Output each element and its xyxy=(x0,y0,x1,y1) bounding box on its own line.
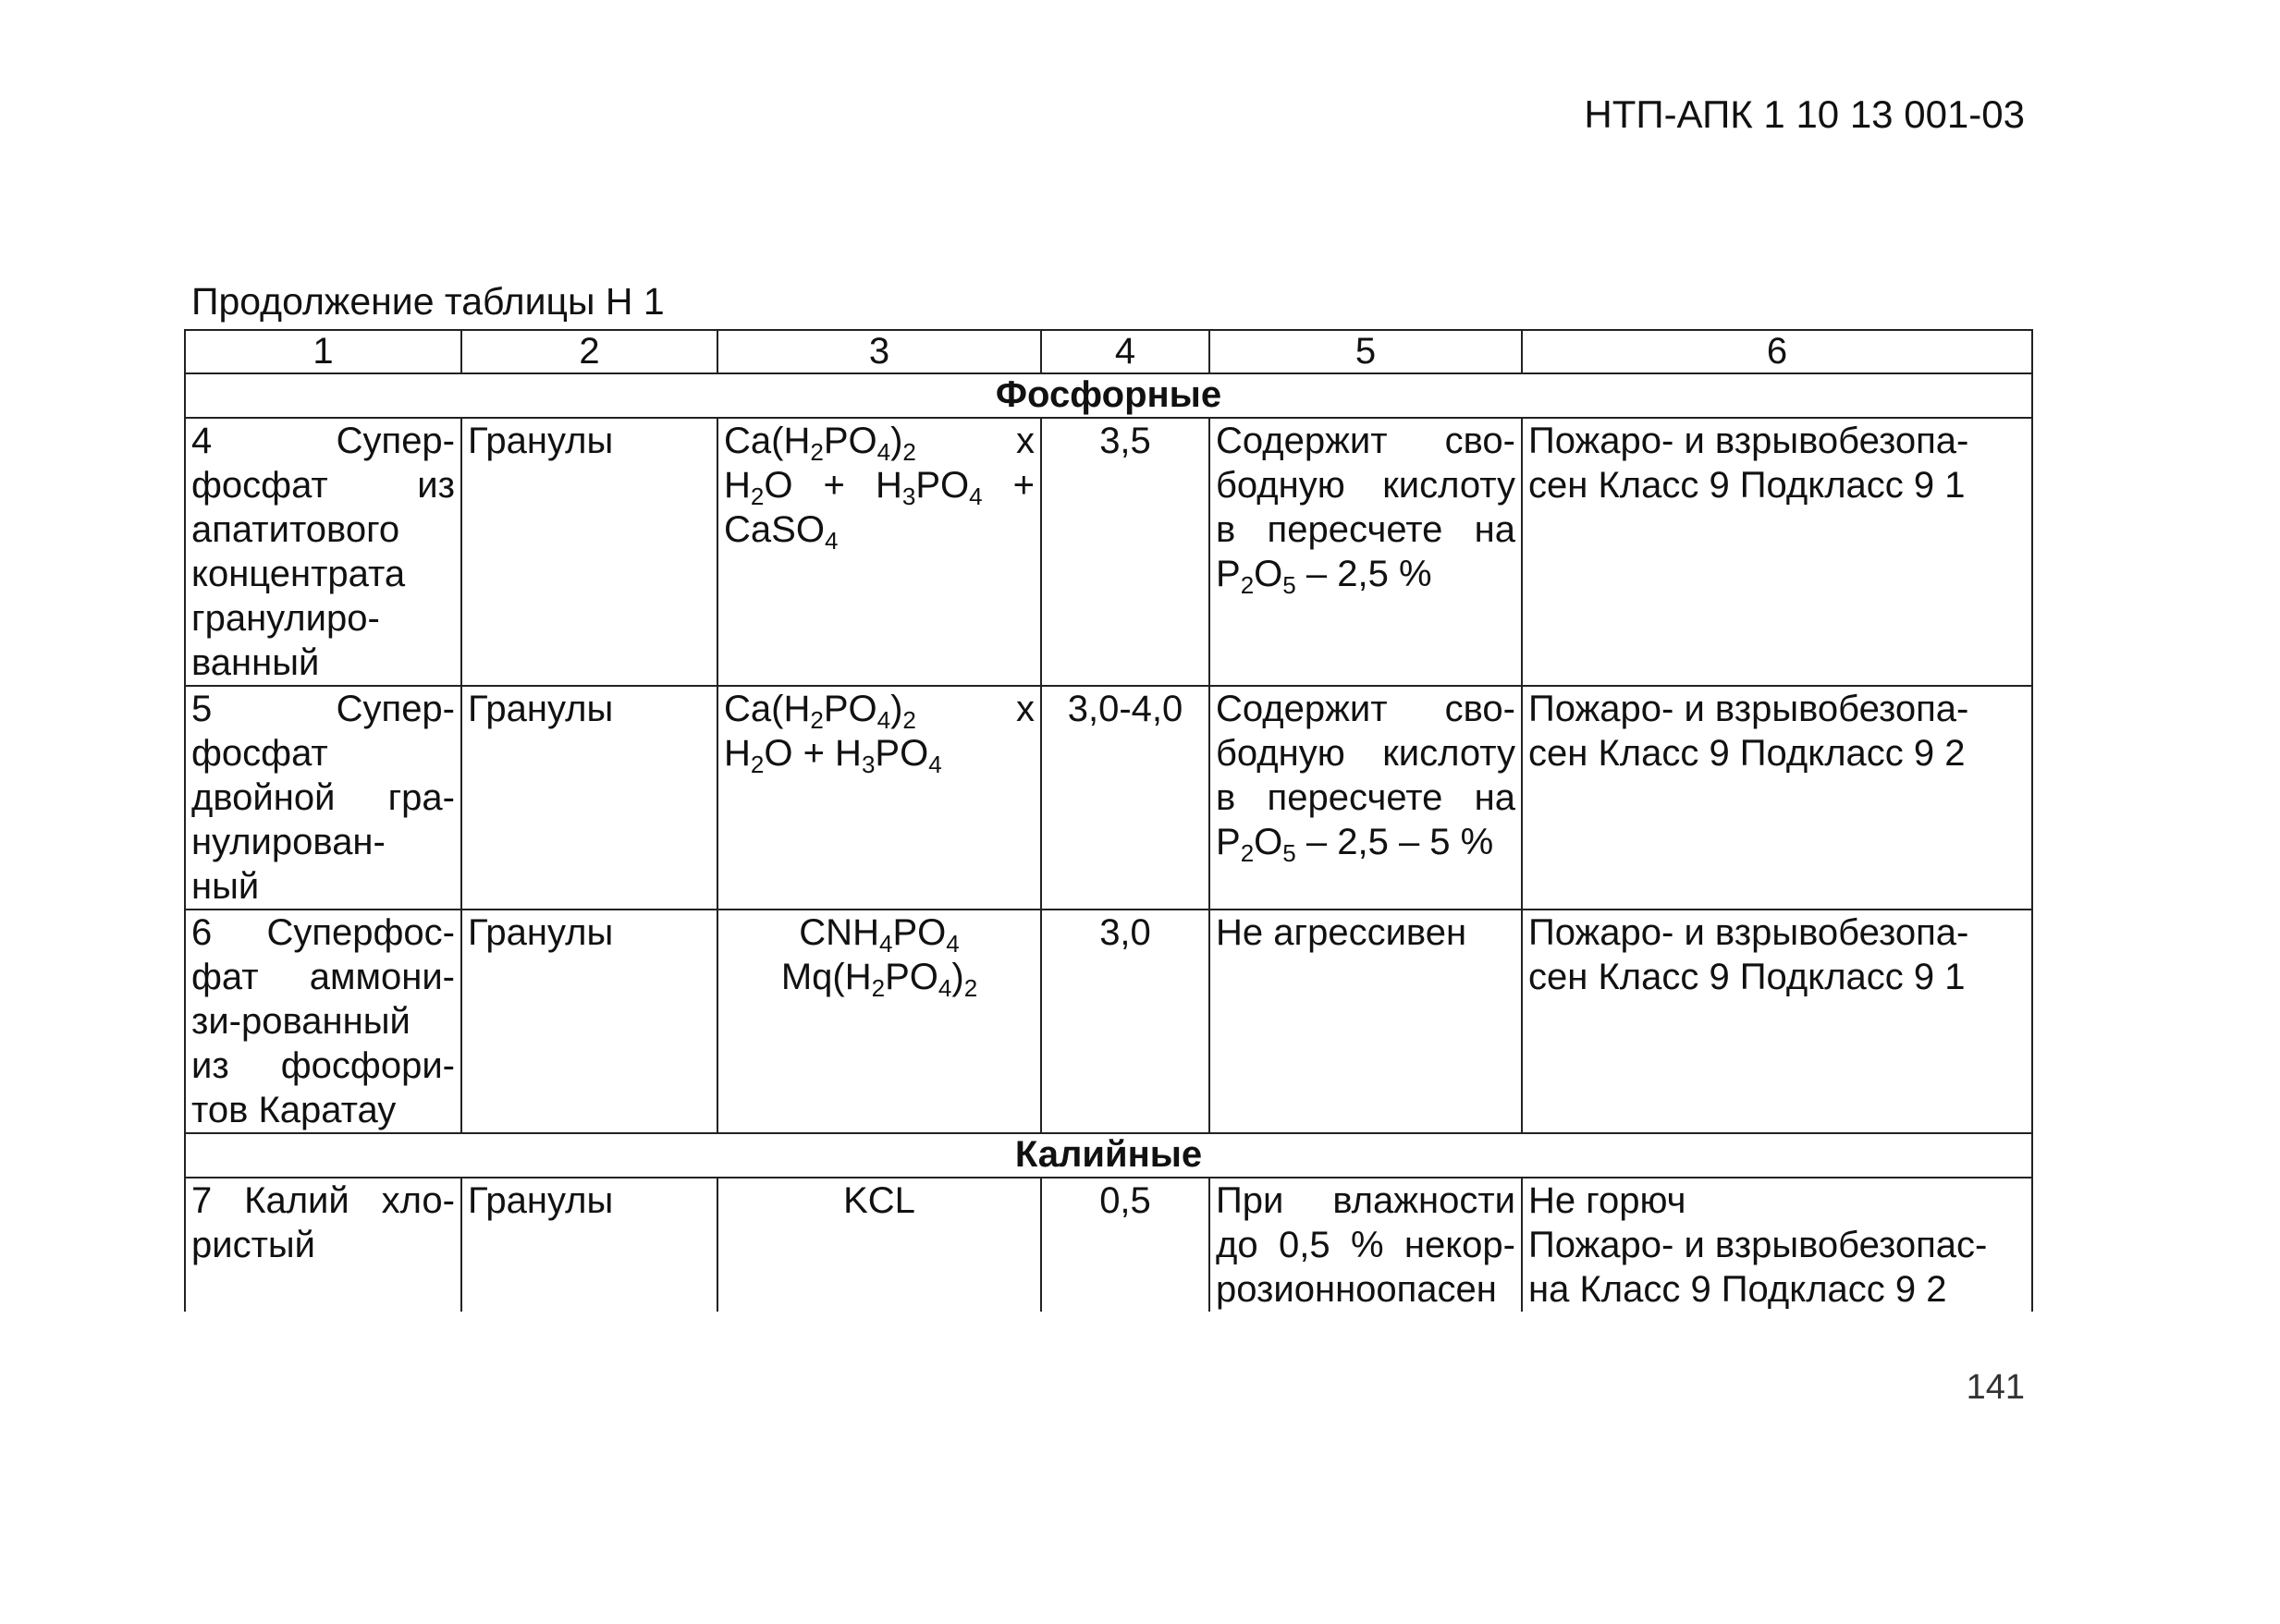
cell-formula xyxy=(717,910,1041,1133)
cell-line: 6 Суперфос- xyxy=(191,912,455,953)
cell-line: на Класс 9 Подкласс 9 2 xyxy=(1528,1269,1947,1310)
cell-line: Пожаро- и взрывобезопа- xyxy=(1528,421,1969,461)
cell-note xyxy=(1209,910,1522,1133)
cell-line: из фосфори- xyxy=(191,1045,455,1086)
cell-line: Пожаро- и взрывобезопа- xyxy=(1528,912,1969,953)
cell-value: 0,5 xyxy=(1041,1178,1209,1312)
cell-line: гранулиро- xyxy=(191,598,380,639)
cell-safety-class xyxy=(1522,1178,2032,1312)
cell-line: $Ca(H_2PO_4)_2$ x xyxy=(724,689,1035,734)
cell-line: нулирован- xyxy=(191,822,386,862)
cell-safety-class xyxy=(1522,686,2032,910)
cell-line: 4 Супер- xyxy=(191,421,455,461)
cell-line: При влажности xyxy=(1216,1180,1515,1221)
cell-note xyxy=(1209,686,1522,910)
cell-line: $CNH_4PO_4$ xyxy=(799,912,960,958)
cell-line: в пересчете на xyxy=(1216,777,1515,818)
cell-line: $P_2O_5 - 2,5 - 5$ % xyxy=(1216,822,1494,867)
cell-line: фосфат из xyxy=(191,465,455,506)
cell-line: сен Класс 9 Подкласс 9 1 xyxy=(1528,957,1966,997)
document-code: НТП-АПК 1 10 13 001-03 xyxy=(1584,92,2025,136)
cell-product-name xyxy=(185,686,461,910)
cell-line: фат аммони- xyxy=(191,957,455,997)
cell-product-name xyxy=(185,1178,461,1312)
column-number: 5 xyxy=(1209,330,1522,373)
cell-form: Гранулы xyxy=(461,910,717,1133)
cell-line: $H_2O + H_3PO_4$ + xyxy=(724,465,1035,510)
cell-line: KCL xyxy=(843,1180,915,1221)
cell-line: $H_2O + H_3PO_4$ xyxy=(724,733,942,778)
column-number: 1 xyxy=(185,330,461,373)
section-title: Фосфорные xyxy=(185,373,2032,418)
cell-line: Содержит сво- xyxy=(1216,689,1515,729)
column-number-row xyxy=(185,330,2032,373)
cell-safety-class xyxy=(1522,910,2032,1133)
cell-line: бодную кислоту xyxy=(1216,733,1515,774)
cell-line: 7 Калий хло- xyxy=(191,1180,455,1221)
cell-safety-class xyxy=(1522,418,2032,686)
table-caption: Продолжение таблицы Н 1 xyxy=(191,280,665,323)
section-header-row xyxy=(185,373,2032,418)
cell-line: концентрата xyxy=(191,554,406,594)
section-header-row xyxy=(185,1133,2032,1178)
cell-value: 3,5 xyxy=(1041,418,1209,686)
cell-value: 3,0 xyxy=(1041,910,1209,1133)
column-number: 3 xyxy=(717,330,1041,373)
cell-line: двойной гра- xyxy=(191,777,455,818)
cell-note xyxy=(1209,1178,1522,1312)
cell-form: Гранулы xyxy=(461,1178,717,1312)
fertilizer-table xyxy=(184,329,2033,1312)
cell-line: ный xyxy=(191,866,260,907)
cell-line: ристый xyxy=(191,1225,316,1265)
column-number: 2 xyxy=(461,330,717,373)
cell-value: 3,0-4,0 xyxy=(1041,686,1209,910)
cell-line: в пересчете на xyxy=(1216,509,1515,550)
cell-line: сен Класс 9 Подкласс 9 2 xyxy=(1528,733,1966,774)
cell-line: Пожаро- и взрывобезопас- xyxy=(1528,1225,1988,1265)
cell-line: $Ca(H_2PO_4)_2$ x xyxy=(724,421,1035,466)
table-row xyxy=(185,910,2032,1133)
cell-line: Пожаро- и взрывобезопа- xyxy=(1528,689,1969,729)
cell-formula xyxy=(717,418,1041,686)
section-title: Калийные xyxy=(185,1133,2032,1178)
cell-line: сен Класс 9 Подкласс 9 1 xyxy=(1528,465,1966,506)
cell-line: тов Каратау xyxy=(191,1090,397,1130)
cell-note xyxy=(1209,418,1522,686)
table-row xyxy=(185,686,2032,910)
cell-line: $P_2O_5 - 2,5$ % xyxy=(1216,554,1432,599)
table-row xyxy=(185,418,2032,686)
cell-line: CaSO$_4$ xyxy=(724,509,839,555)
cell-line: фосфат xyxy=(191,733,328,774)
cell-formula xyxy=(717,1178,1041,1312)
page-number: 141 xyxy=(1966,1368,2025,1407)
cell-line: до 0,5 % некор- xyxy=(1216,1225,1515,1265)
cell-product-name xyxy=(185,418,461,686)
cell-line: бодную кислоту xyxy=(1216,465,1515,506)
column-number: 6 xyxy=(1522,330,2032,373)
cell-line: Не агрессивен xyxy=(1216,912,1467,953)
cell-line: Содержит сво- xyxy=(1216,421,1515,461)
column-number: 4 xyxy=(1041,330,1209,373)
cell-line: апатитового xyxy=(191,509,400,550)
cell-line: 5 Супер- xyxy=(191,689,455,729)
cell-formula xyxy=(717,686,1041,910)
cell-line: розионноопасен xyxy=(1216,1269,1497,1310)
cell-product-name xyxy=(185,910,461,1133)
cell-line: Не горюч xyxy=(1528,1180,1686,1221)
cell-form: Гранулы xyxy=(461,686,717,910)
cell-line: $Mq(H_2PO_4)_2$ xyxy=(780,957,978,1002)
cell-form: Гранулы xyxy=(461,418,717,686)
cell-line: ванный xyxy=(191,642,320,683)
cell-line: зи-рованный xyxy=(191,1001,411,1042)
table-row xyxy=(185,1178,2032,1312)
